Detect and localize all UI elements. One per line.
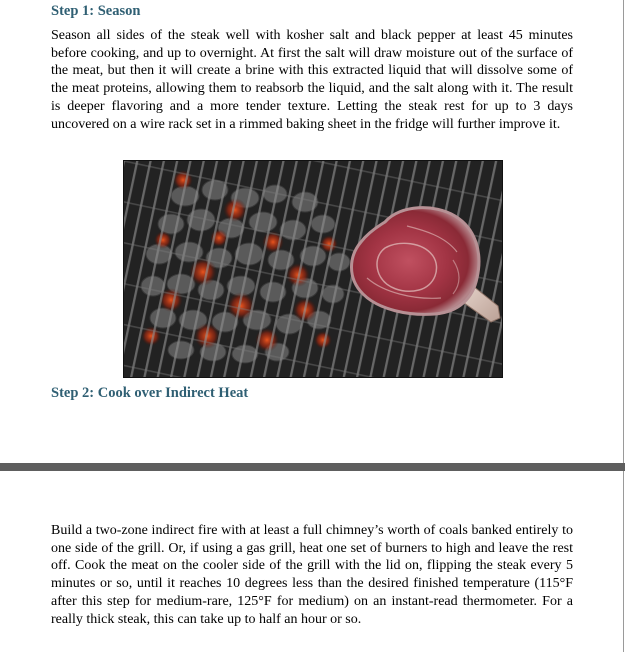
page-2 <box>0 471 624 652</box>
steak-on-grill-photo <box>123 160 503 378</box>
step-2-heading: Step 2: Cook over Indirect Heat <box>51 385 249 401</box>
step-1-heading: Step 1: Season <box>51 3 141 19</box>
page-separator <box>0 463 625 471</box>
step-2-paragraph: Build a two-zone indirect fire with at least a full chimney’s worth of coals banked entirely to one side of the grill. Or, if using a gas grill, heat one set of burners to high and leave the rest off. Cook the meat on the cooler side of the grill with the lid on, flipping the steak every 5 minutes or so, until it reaches 10 degrees less than the desired finished temperature (115°F after this step for medium-rare, 125°F for medium) on an instant-read thermometer. For a really thick steak, this can take up to half an hour or so. <box>51 523 573 627</box>
step-1-paragraph: Season all sides of the steak well with kosher salt and black pepper at least 45 minutes before cooking, and up to overnight. At first the salt will draw moisture out of the surface of the meat, but then it will create a brine with this extracted liquid that will dissolve some of the meat proteins, allowing them to reabsorb the liquid, and the salt along with it. The result is deeper flavoring and a more tender texture. Letting the steak rest for up to 3 days uncovered on a wire rack set in a rimmed baking sheet in the fridge will further improve it. <box>51 28 573 132</box>
